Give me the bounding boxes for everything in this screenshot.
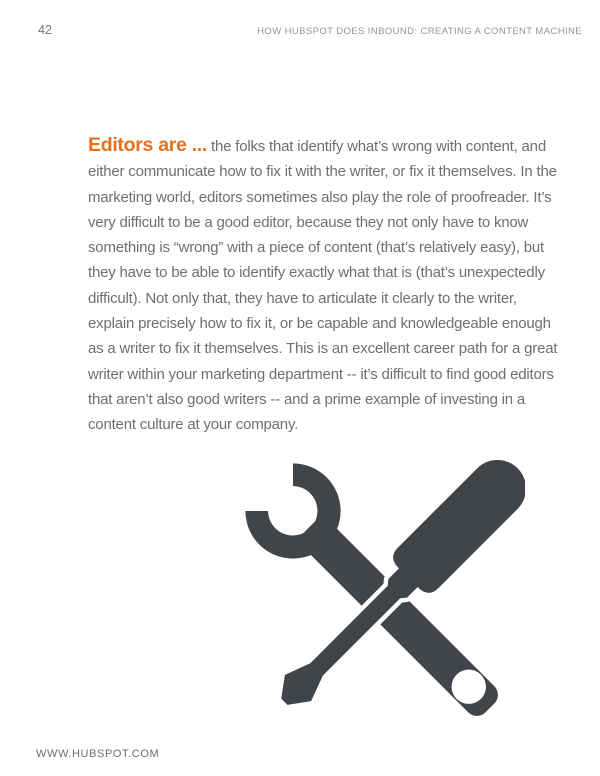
running-header-title: HOW HUBSPOT DOES INBOUND: CREATING A CONTENT MACHINE [257,26,582,37]
wrench-and-screwdriver-icon [243,460,525,744]
paragraph-lead-heading: Editors are ... [88,134,208,156]
page-number: 42 [38,23,52,37]
footer-url: WWW.HUBSPOT.COM [36,748,160,760]
body-paragraph [88,133,564,438]
paragraph-body-text: the folks that identify what’s wrong with content, and either communicate how to fix it with the writer, or fix it themselves. In the marketing world, editors sometimes also play the role of proofreader. It’s very difficult to be a good editor, because they not only have to know something is “wrong” with a piece of content (that’s relatively easy), but they have to be able to identify exactly what that is (that’s unexpectedly difficult). Not only that, they have to articulate it clearly to the writer, explain precisely how to fix it, or be capable and knowledgeable enough as a writer to fix it themselves. This is an excellent career path for a great writer within your marketing department -- it’s difficult to find good editors that aren’t also good writers -- and a prime example of investing in a content culture at your company. [88,138,558,434]
